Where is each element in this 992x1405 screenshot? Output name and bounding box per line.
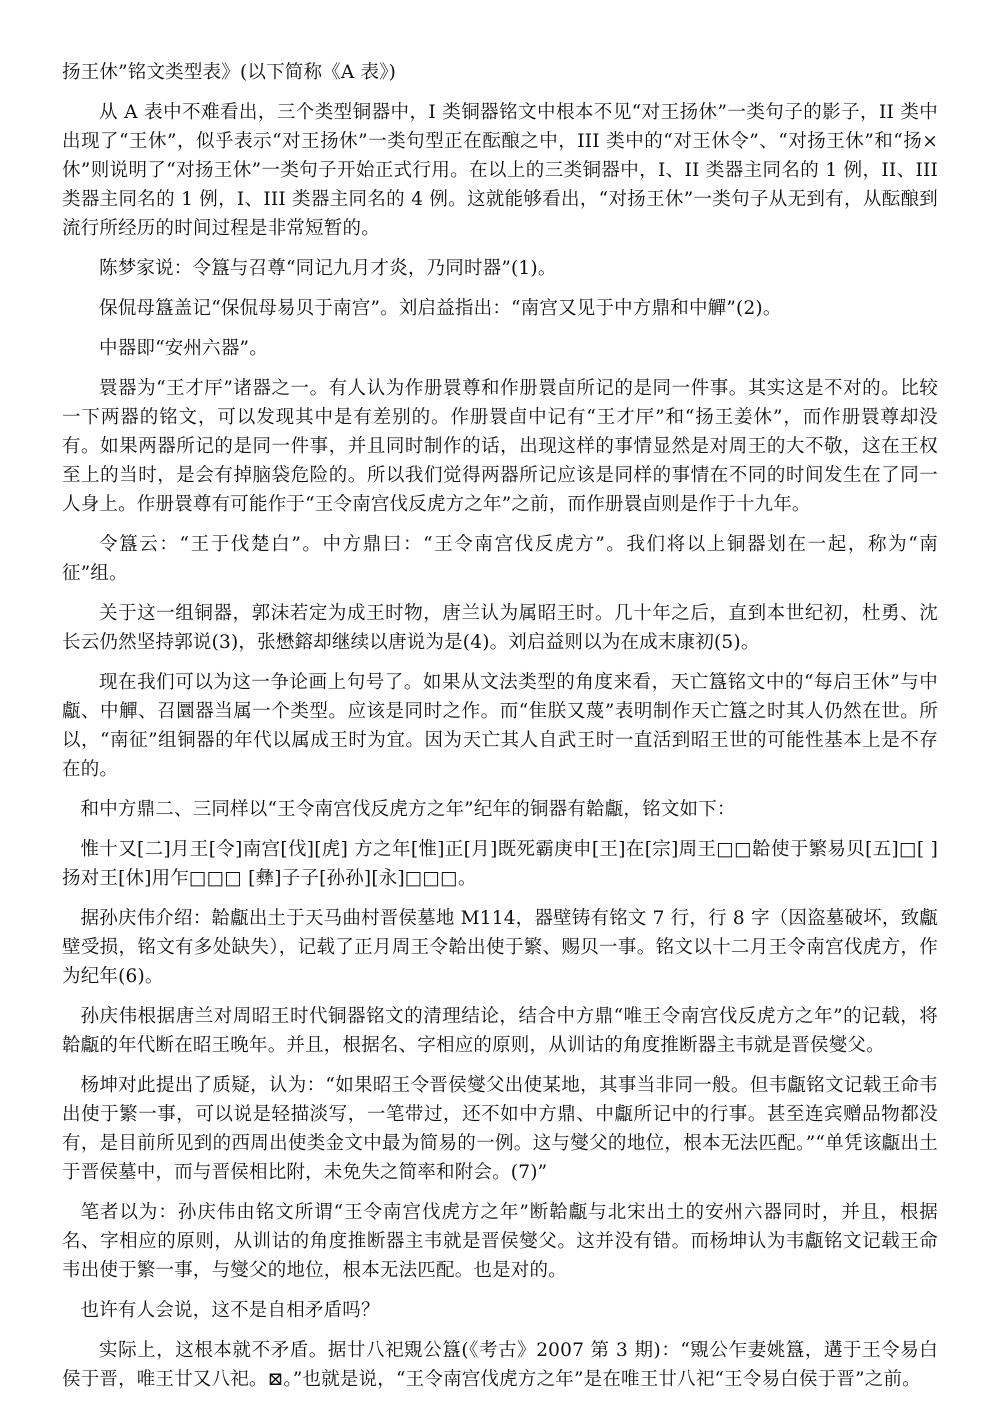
paragraph-chen-mengjia: 陈梦家说：令簋与召尊“同记九月才炎，乃同时器”(1)。 <box>99 258 557 279</box>
paragraph-sun-qingwei: 据孙庆伟介绍：韐甗出土于天马曲村晋侯墓地 M114，器壁铸有铭文 7 行，行 8 字（因盗墓破坏，致甗壁受损，铭文有多处缺失），记载了正月周王令韐出使于繁、赐贝一事。铭文以十二月王令南宫伐虎方，作为纪年(6)。 <box>62 908 938 987</box>
paragraph-inscription: 惟十又[二]月王[令]南宫[伐][虎] 方之年[惟]正[月]既死霸庚申[王]在[宗]周王□□韐使于繁易贝[五]□[ ]扬对王[休]用乍□□□ [彝]子子[孙孙][永]□□□。 <box>62 839 938 889</box>
paragraph-a-table-analysis: 从 A 表中不难看出，三个类型铜器中，I 类铜器铭文中根本不见“对王扬休”一类句子的影子，II 类中出现了“王休”，似乎表示“对王扬休”一类句型正在酝酿之中，III 类中的“对王休令”、“对扬王休”和“扬×休”则说明了“对扬王休”一类句子开始正式行用。在以上的三类铜器中，I、II 类器主同名的 1 例，II、III 类器主同名的 1 例，I、III 类器主同名的 4 例。这就能够看出，“对扬王休”一类句子从无到有，从酝酿到流行所经历的时间过程是非常短暂的。 <box>62 102 938 239</box>
paragraph-baokanmu-gui: 保侃母簋盖记“保侃母易贝于南宫”。刘启益指出：“南宫又见于中方鼎和中觶”(2)。 <box>99 298 782 319</box>
paragraph-anzhou-six: 中器即“安州六器”。 <box>99 338 268 359</box>
paragraph-dating-debate: 关于这一组铜器，郭沫若定为成王时物，唐兰认为属昭王时。几十年之后，直到本世纪初，杜勇、沈长云仍然坚持郭说(3)，张懋鎔却继续以唐说为是(4)。刘启益则以为在成末康初(5)。 <box>62 603 938 653</box>
paragraph-question: 也许有人会说，这不是自相矛盾吗？ <box>80 1300 380 1321</box>
paragraph-ge-yan-intro: 和中方鼎二、三同样以“王令南宫伐反虎方之年”纪年的铜器有韐甗，铭文如下： <box>80 799 736 820</box>
paragraph-sun-dating: 孙庆伟根据唐兰对周昭王时代铜器铭文的清理结论，结合中方鼎“唯王令南宫伐反虎方之年”的记载，将韐甗的年代断在昭王晚年。并且，根据名、字相应的原则，从训诂的角度推断器主韦就是晋侯燮父。 <box>62 1006 938 1056</box>
paragraph-yang-kun: 杨坤对此提出了质疑，认为：“如果昭王令晋侯燮父出使某地，其事当非同一般。但韦甗铭文记载王命韦出使于繁一事，可以说是轻描淡写，一笔带过，还不如中方鼎、中甗所记中的行事。甚至连宾赠品物都没有，是目前所见到的西周出使类金文中最为简易的一例。这与燮父的地位，根本无法匹配。”“单凭该甗出土于晋侯墓中，而与晋侯相比附，未免失之简率和附会。(7)” <box>62 1075 938 1183</box>
paragraph-huan-vessels: 睘器为“王才厈”诸器之一。有人认为作册睘尊和作册睘卣所记的是同一件事。其实这是不对的。比较一下两器的铭文，可以发现其中是有差别的。作册睘卣中记有“王才厈”和“扬王姜休”，而作册睘尊却没有。如果两器所记的是同一件事，并且同时制作的话，出现这样的事情显然是对周王的大不敬，这在王权至上的当时，是会有掉脑袋危险的。所以我们觉得两器所记应该是同样的事情在不同的时间发生在了同一人身上。作册睘尊有可能作于“王令南宫伐反虎方之年”之前，而作册睘卣则是作于十九年。 <box>62 378 938 515</box>
paragraph-conclusion: 现在我们可以为这一争论画上句号了。如果从文法类型的角度来看，天亡簋铭文中的“每启王休”与中甗、中觶、召圜器当属一个类型。应该是同时之作。而“隹朕又蔑”表明制作天亡簋之时其人仍然在世。所以，“南征”组铜器的年代以属成王时为宜。因为天亡其人自武王时一直活到昭王世的可能性基本上是不存在的。 <box>62 672 938 780</box>
document-page <box>62 58 938 1405</box>
paragraph-author-view: 笔者以为：孙庆伟由铭文所谓“王令南宫伐虎方之年”断韐甗与北宋出土的安州六器同时，并且，根据名、字相应的原则，从训诂的角度推断器主韦就是晋侯燮父。这并没有错。而杨坤认为韦甗铭文记载王命韦出使于繁一事，与燮父的地位，根本无法匹配。也是对的。 <box>62 1202 938 1281</box>
paragraph-nanzheng-group: 令簋云：“王于伐楚白”。中方鼎曰：“王令南宫伐反虎方”。我们将以上铜器划在一起，称为“南征”组。 <box>62 534 938 584</box>
paragraph-table-reference: 扬王休”铭文类型表》(以下简称《A 表》) <box>62 62 397 83</box>
paragraph-resolution: 实际上，这根本就不矛盾。据廿八祀覭公簋(《考古》2007 第 3 期)：“覭公乍妻姚簋，遘于王令易白侯于晋，唯王廿又八祀。⊠。”也就是说，“王令南宫伐虎方之年”是在唯王廿八祀“王令易白侯于晋”之前。 <box>62 1340 938 1390</box>
